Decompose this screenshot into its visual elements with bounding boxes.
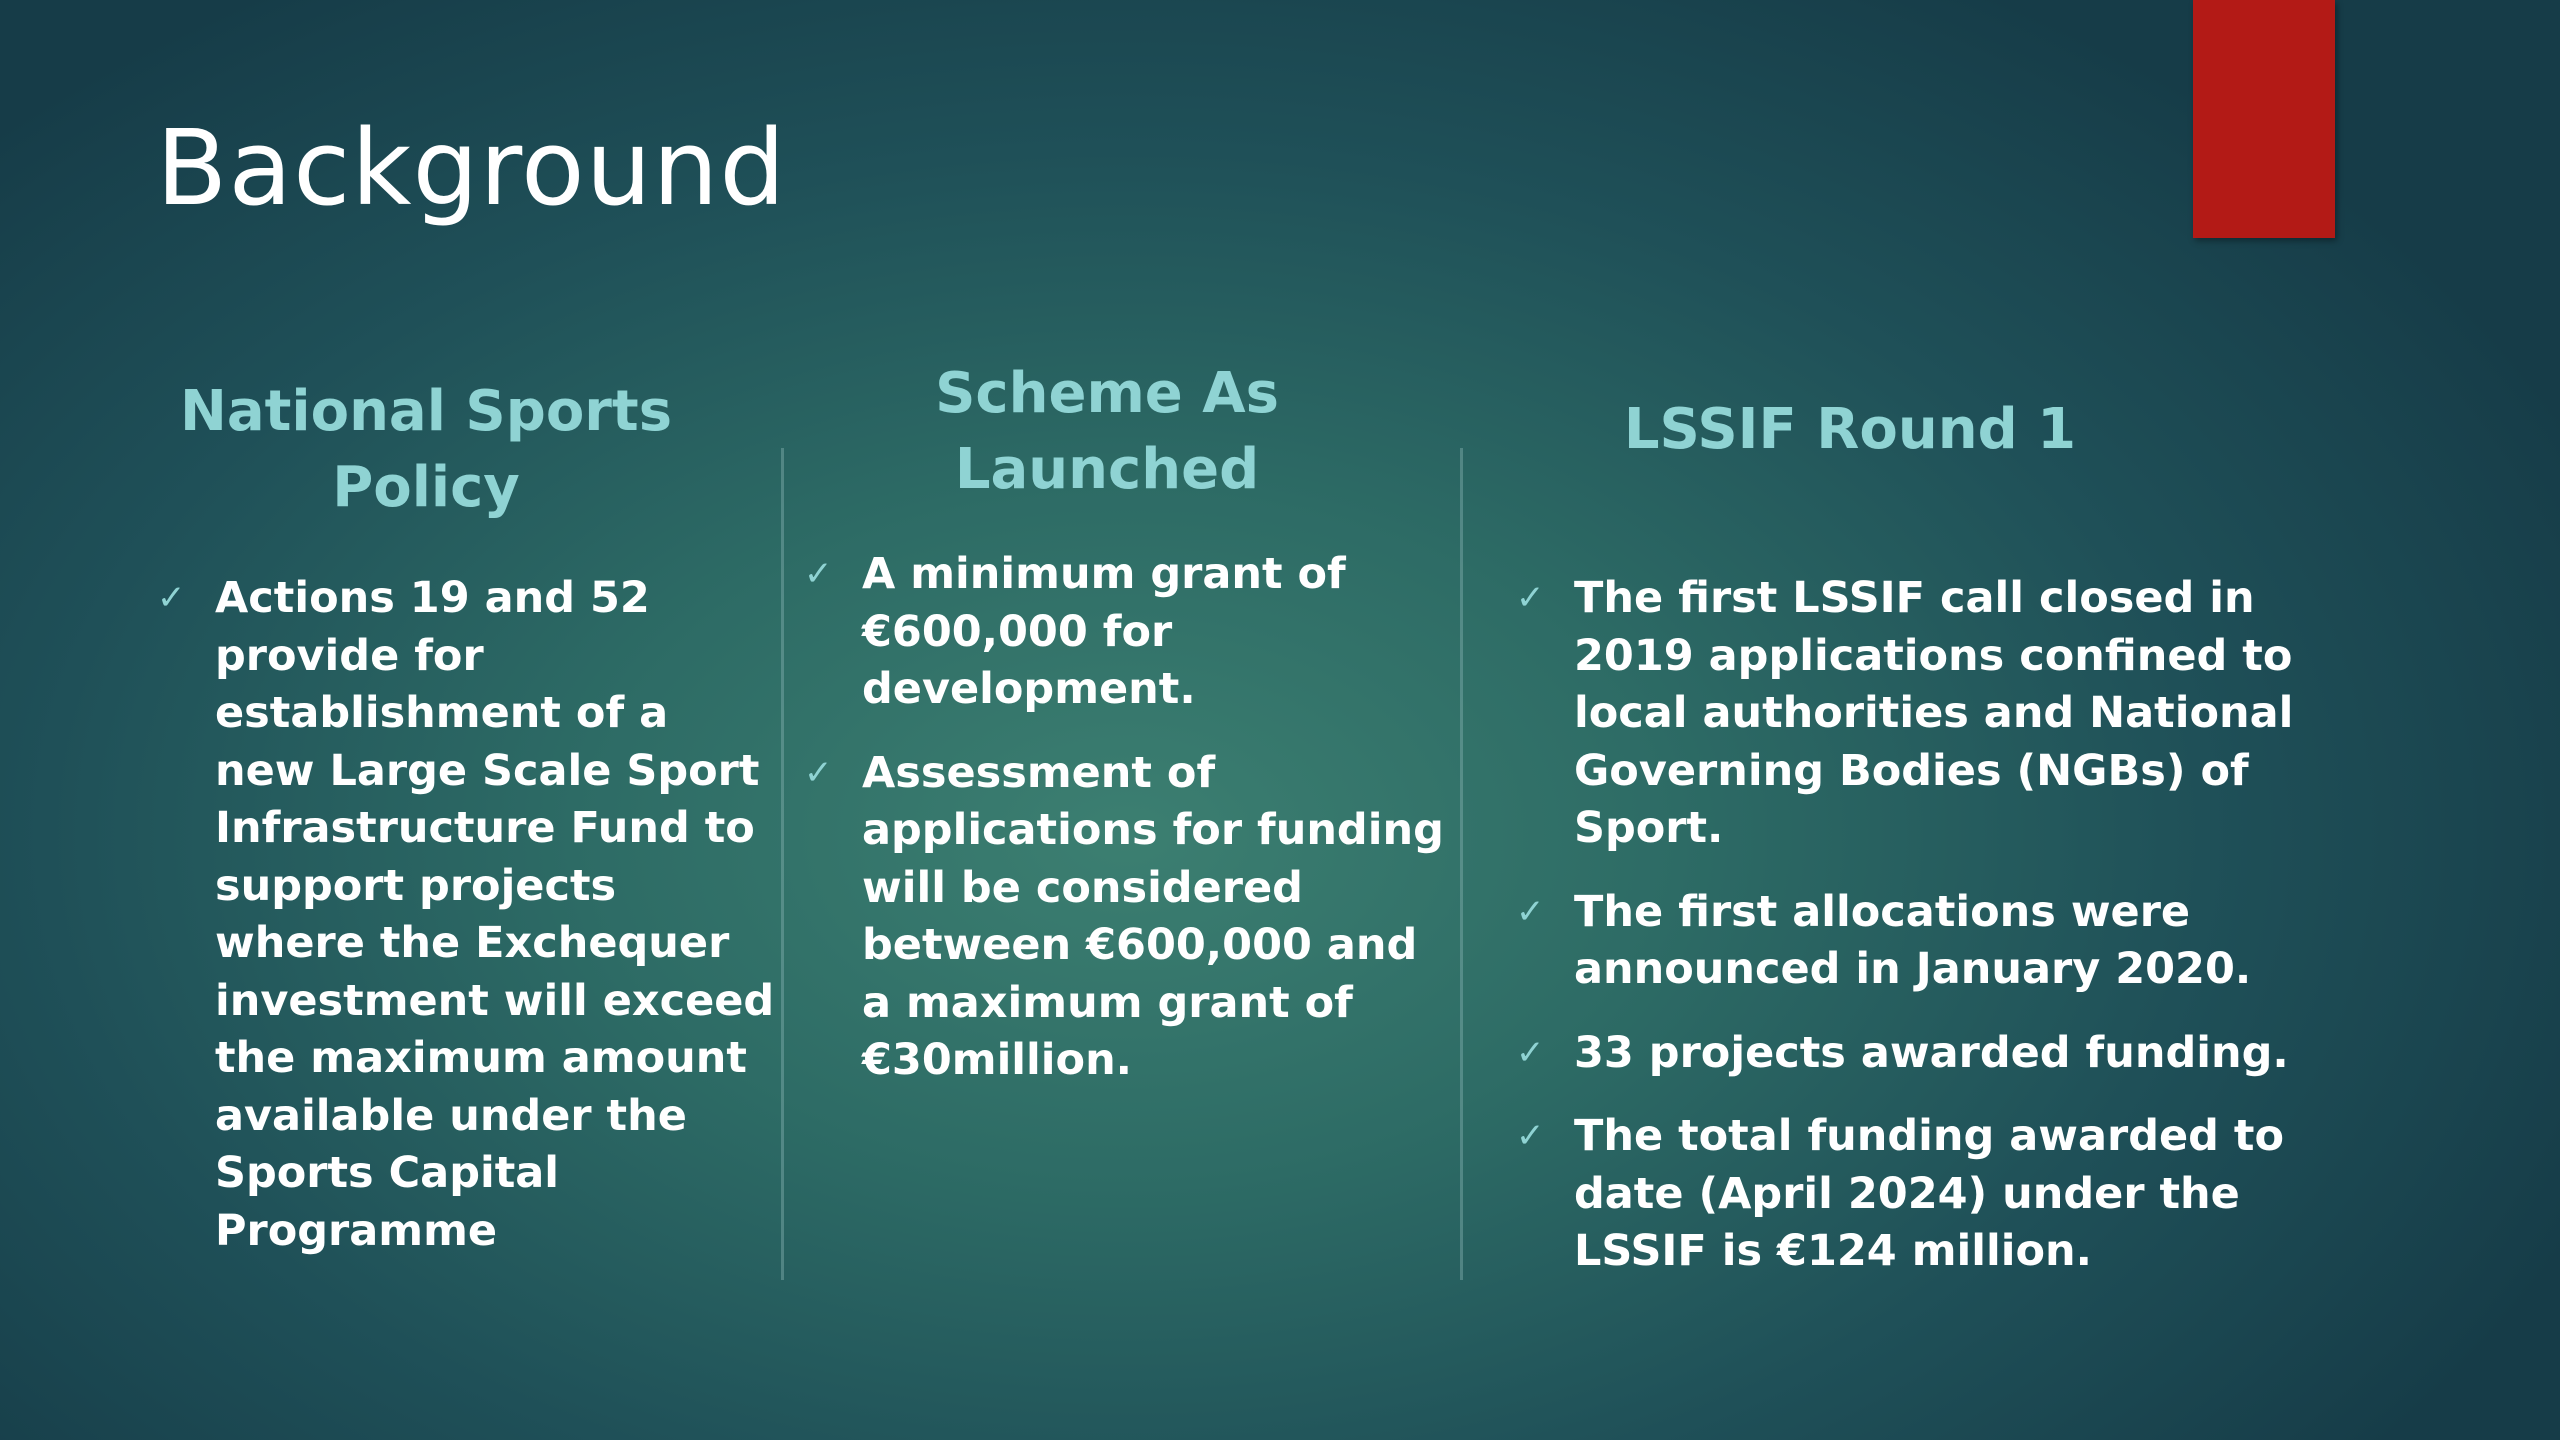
list-item xyxy=(1516,1108,2306,1281)
bullet-text: 33 projects awarded funding. xyxy=(1574,1027,2289,1078)
bullet-text: The total funding awarded to date (April 2024) under the LSSIF is €124 million. xyxy=(1574,1111,2285,1276)
check-icon: ✓ xyxy=(804,554,833,594)
bullet-list xyxy=(804,546,1444,1116)
list-item xyxy=(1516,884,2306,999)
column-divider-2 xyxy=(1460,448,1463,1280)
bullet-list xyxy=(157,570,777,1286)
list-item xyxy=(804,745,1444,1090)
bullet-list xyxy=(1516,570,2306,1307)
bullet-text: The first LSSIF call closed in 2019 applications confined to local authorities and National Governing Bodies (NGBs) of Sport. xyxy=(1574,573,2294,853)
check-icon: ✓ xyxy=(1516,1116,1545,1156)
bullet-text: Actions 19 and 52 provide for establishment of a new Large Scale Sport Infrastructure Fund to support projects where the Exchequer investment will exceed the maximum amount available under the Sports Capital Programme xyxy=(215,573,775,1256)
check-icon: ✓ xyxy=(157,578,186,618)
slide-title: Background xyxy=(156,107,787,229)
list-item xyxy=(1516,1025,2306,1083)
bullet-text: The first allocations were announced in January 2020. xyxy=(1574,886,2252,994)
list-item xyxy=(804,546,1444,719)
bullet-text: Assessment of applications for funding will be considered between €600,000 and a maximum grant of €30million. xyxy=(862,747,1444,1085)
column-heading: National Sports Policy xyxy=(179,379,673,520)
accent-bar xyxy=(2193,0,2335,238)
column-heading: LSSIF Round 1 xyxy=(1623,397,2077,462)
list-item xyxy=(157,570,777,1260)
column-heading: Scheme As Launched xyxy=(935,361,1279,502)
list-item xyxy=(1516,570,2306,858)
check-icon: ✓ xyxy=(804,752,833,793)
check-icon: ✓ xyxy=(1516,1032,1545,1073)
column-divider-1 xyxy=(781,448,784,1280)
check-icon: ✓ xyxy=(1516,578,1545,618)
bullet-text: A minimum grant of €600,000 for development. xyxy=(862,549,1346,714)
check-icon: ✓ xyxy=(1516,891,1545,932)
